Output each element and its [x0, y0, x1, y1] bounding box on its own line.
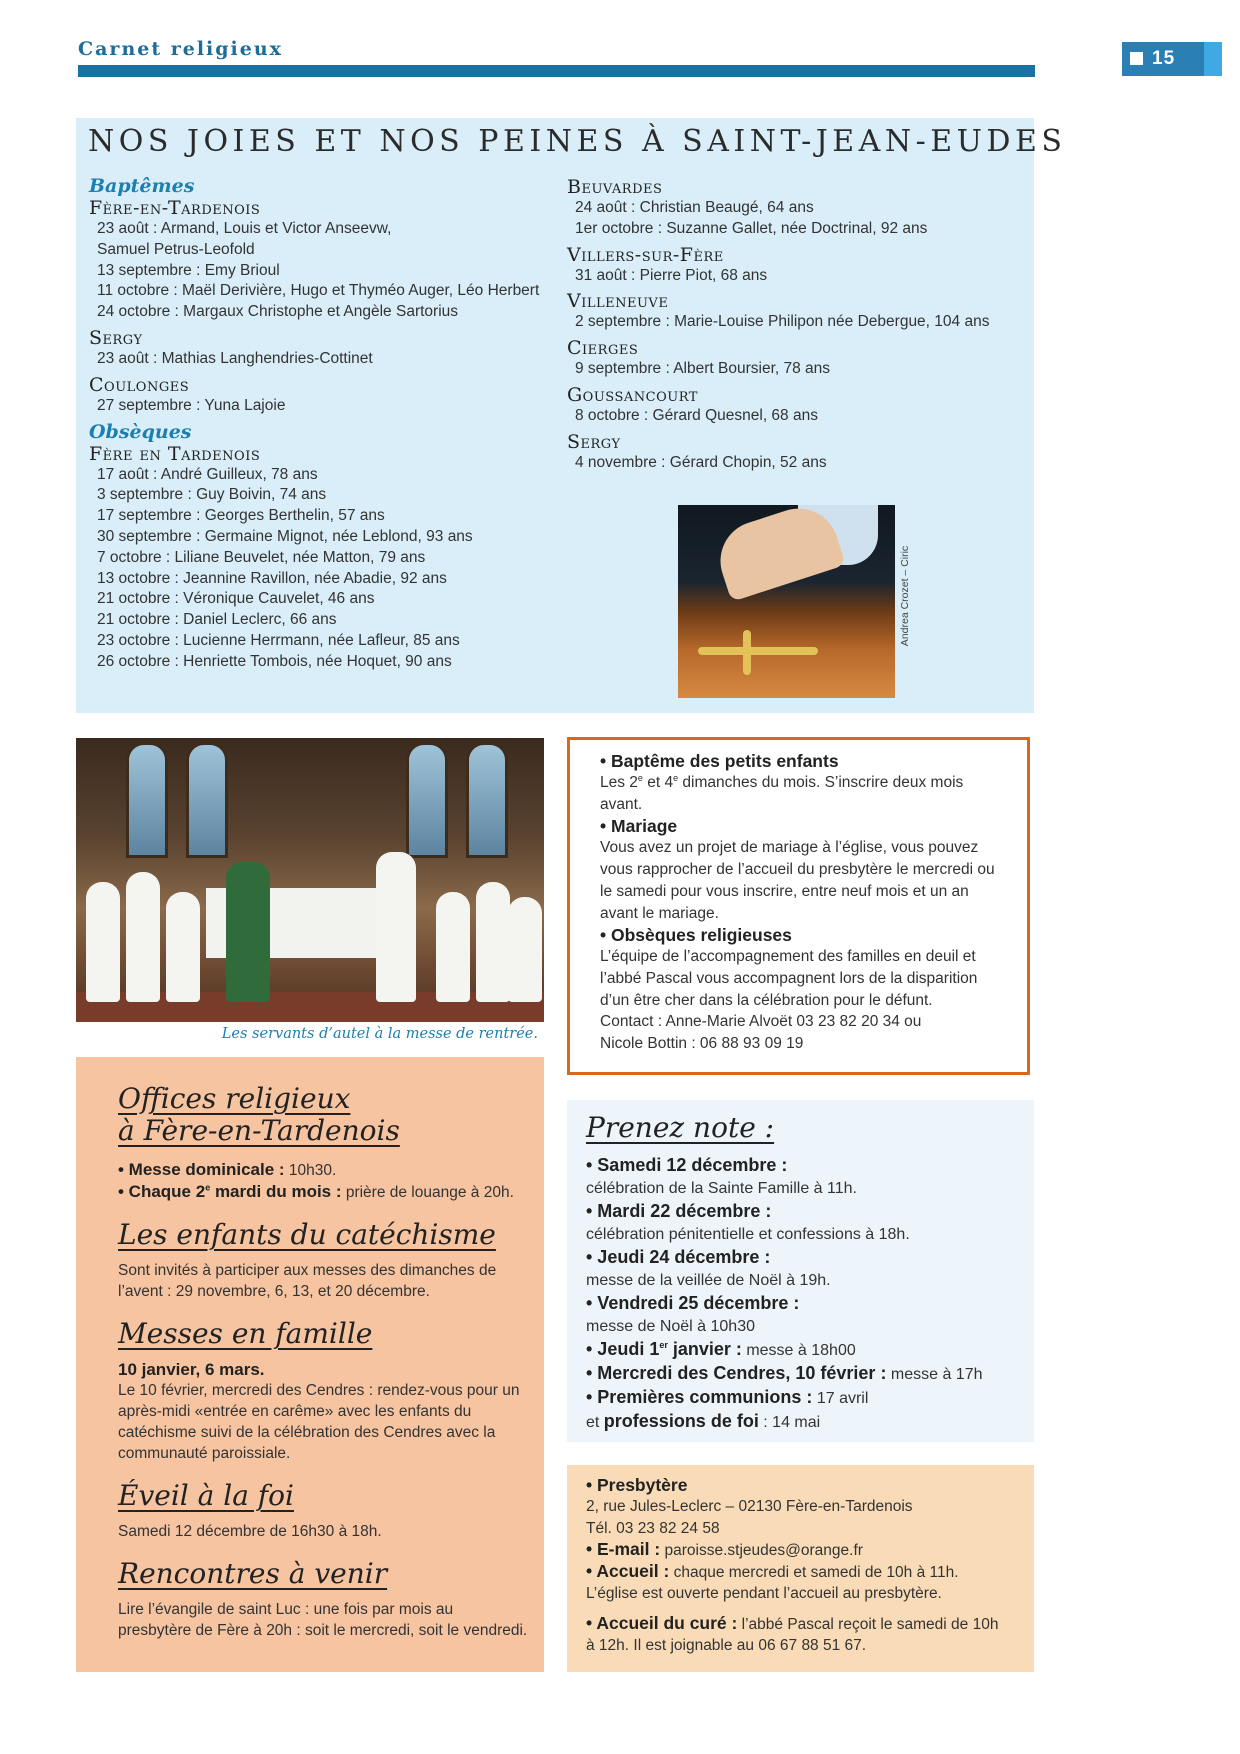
header-rule: [78, 65, 1035, 77]
eveil-text: Samedi 12 décembre de 16h30 à 18h.: [118, 1523, 382, 1540]
town-name: Sergy: [567, 430, 621, 453]
obseques-group: [567, 244, 1027, 287]
note-item-title: • Vendredi 25 décembre :: [586, 1293, 800, 1313]
note-communions-title: • Premières communions :: [586, 1387, 813, 1407]
town-name: Beuvardes: [567, 176, 663, 198]
entry: 13 septembre : Emy Brioul: [97, 261, 280, 279]
info-text-obseques: L’équipe de l’accompagnement des familles en deuil et l’abbé Pascal vous accompagnent lors de la disparition d’un être cher dans la célébration pour le défunt.: [600, 948, 978, 1009]
bapteme-group: [89, 374, 559, 417]
prenez-note-content: [586, 1112, 1026, 1434]
rencontres-section: [118, 1558, 528, 1641]
obseques-group: [567, 384, 1027, 427]
note-item-title: • Mardi 22 décembre :: [586, 1201, 772, 1221]
entry: 13 octobre : Jeannine Ravillon, née Abadie, 92 ans: [97, 569, 447, 587]
page-tab: [1204, 42, 1222, 76]
photo-credit: [898, 500, 914, 698]
bapteme-group: [89, 197, 559, 323]
accueil-label: • Accueil :: [586, 1561, 670, 1582]
entry: 2 septembre : Marie-Louise Philipon née Debergue, 104 ans: [575, 313, 990, 331]
presbytere-address: 2, rue Jules-Leclerc – 02130 Fère-en-Tardenois: [586, 1498, 913, 1516]
entry: 8 octobre : Gérard Quesnel, 68 ans: [575, 406, 818, 424]
note-communions-text: 17 avril: [816, 1390, 869, 1407]
email-value[interactable]: paroisse.stjeudes@orange.fr: [664, 1541, 863, 1559]
note-cendres-text: messe à 17h: [890, 1366, 983, 1383]
note-jeudi-text: messe à 18h00: [746, 1342, 856, 1359]
note-jeudi-title: • Jeudi 1er janvier :: [586, 1339, 742, 1359]
entry: 3 septembre : Guy Boivin, 74 ans: [97, 486, 327, 504]
famille-section: [118, 1318, 528, 1464]
note-professions-text: : 14 mai: [763, 1414, 821, 1431]
entry: 21 octobre : Véronique Cauvelet, 46 ans: [97, 590, 375, 608]
photo-credit-text: Andrea Crozet – Ciric: [899, 545, 911, 647]
contact-line-1: Contact : Anne-Marie Alvoët 03 23 82 20 34 ou: [600, 1013, 922, 1031]
rencontres-text: Lire l’évangile de saint Luc : une fois par mois au presbytère de Fère à 20h : soit le mercredi, soit le vendredi.: [118, 1601, 528, 1639]
entry: 23 octobre : Lucienne Herrmann, née Lafleur, 85 ans: [97, 631, 460, 649]
town-name: Sergy: [89, 326, 143, 349]
joies-left-column: [89, 175, 559, 677]
presbytere-title: • Presbytère: [586, 1475, 688, 1495]
presbytere-cure: [586, 1613, 1026, 1635]
obseques-group: [567, 176, 1027, 240]
note-jeudi: [586, 1338, 1026, 1362]
section-title: Carnet religieux: [78, 38, 284, 60]
eveil-heading: Éveil à la foi: [118, 1479, 294, 1512]
bapteme-group: [89, 327, 559, 370]
famille-dates: 10 janvier, 6 mars.: [118, 1360, 265, 1379]
entry: 17 août : André Guilleux, 78 ans: [97, 465, 318, 483]
info-title-obseques: • Obsèques religieuses: [600, 925, 792, 946]
obseques-group: [567, 431, 1027, 474]
funeral-photo: [678, 505, 895, 698]
note-professions-pre: et: [586, 1414, 600, 1431]
entry: 17 septembre : Georges Berthelin, 57 ans: [97, 507, 385, 525]
note-item-text: célébration de la Sainte Famille à 11h.: [586, 1180, 857, 1197]
entry: 24 août : Christian Beaugé, 64 ans: [575, 199, 814, 216]
entry: 26 octobre : Henriette Tombois, née Hoquet, 90 ans: [97, 652, 452, 670]
entry: 24 octobre : Margaux Christophe et Angèle Sartorius: [97, 303, 459, 321]
note-cendres-title: • Mercredi des Cendres, 10 février :: [586, 1363, 887, 1383]
info-title-bapteme: • Baptême des petits enfants: [600, 751, 839, 771]
entry: 23 août : Armand, Louis et Victor Anseevw,: [97, 220, 392, 237]
cure-value: l’abbé Pascal reçoit le samedi de 10h: [741, 1615, 999, 1633]
town-name: Goussancourt: [567, 383, 698, 406]
baptemes-heading: Baptêmes: [89, 175, 195, 197]
messe-dominicale: [118, 1159, 528, 1181]
entry: 30 septembre : Germaine Mignot, née Leblond, 93 ans: [97, 527, 473, 545]
page-number-badge: [1122, 42, 1204, 76]
note-communions: [586, 1386, 1026, 1410]
joies-title: NOS JOIES ET NOS PEINES À SAINT-JEAN-EUDES: [88, 124, 1067, 159]
entry: 1er octobre : Suzanne Gallet, née Doctrinal, 92 ans: [575, 219, 928, 237]
offices-content: [118, 1083, 528, 1657]
town-name: Cierges: [567, 337, 639, 360]
town-name: Coulonges: [89, 373, 190, 396]
messe-label: • Messe dominicale :: [118, 1160, 285, 1179]
obseques-heading: Obsèques: [89, 420, 192, 443]
entry: 27 septembre : Yuna Lajoie: [97, 396, 286, 414]
note-item-text: célébration pénitentielle et confessions à 18h.: [586, 1226, 910, 1243]
joies-right-column: [567, 176, 1027, 478]
entry: Samuel Petrus-Leofold: [97, 240, 255, 258]
presbytere-phone: Tél. 03 23 82 24 58: [586, 1519, 720, 1537]
chaque-label: • Chaque 2e mardi du mois :: [118, 1182, 342, 1201]
famille-heading: Messes en famille: [118, 1317, 373, 1350]
messe-value: 10h30.: [288, 1162, 337, 1179]
info-title-mariage: • Mariage: [600, 816, 678, 837]
page-number: 15: [1152, 48, 1176, 69]
entry: 21 octobre : Daniel Leclerc, 66 ans: [97, 611, 337, 629]
catechisme-text: Sont invités à participer aux messes des dimanches de l’avent : 29 novembre, 6, 13, et 20 décembre.: [118, 1262, 497, 1300]
catechisme-section: [118, 1219, 528, 1302]
info-text-bapteme: Les 2e et 4e dimanches du mois. S’inscrire deux mois avant.: [600, 772, 964, 813]
accueil-value: chaque mercredi et samedi de 10h à 11h.: [673, 1564, 959, 1582]
email-label: • E-mail :: [586, 1538, 661, 1559]
note-professions: [586, 1410, 1026, 1434]
note-professions-title: professions de foi: [603, 1411, 759, 1431]
entry: 7 octobre : Liliane Beuvelet, née Matton, 79 ans: [97, 548, 426, 566]
accueil-note: L’église est ouverte pendant l’accueil au presbytère.: [586, 1585, 942, 1603]
entry: 11 octobre : Maël Derivière, Hugo et Thyméo Auger, Léo Herbert: [97, 282, 540, 300]
catechisme-heading: Les enfants du catéchisme: [118, 1218, 496, 1251]
cure-value-2: à 12h. Il est joignable au 06 67 88 51 67.: [586, 1637, 867, 1655]
sacraments-info-box: [567, 737, 1030, 1075]
entry: 9 septembre : Albert Boursier, 78 ans: [575, 360, 831, 378]
presbytere-content: [586, 1475, 1026, 1656]
note-cendres: [586, 1362, 1026, 1386]
cure-label: • Accueil du curé :: [586, 1612, 738, 1633]
offices-heading-1: Offices religieux: [118, 1082, 351, 1115]
chaque-value: prière de louange à 20h.: [345, 1184, 514, 1201]
offices-heading-2: à Fère-en-Tardenois: [118, 1114, 400, 1147]
town-name: Fère en Tardenois: [89, 442, 261, 465]
note-item-text: messe de Noël à 10h30: [586, 1318, 755, 1335]
town-name: Villers-sur-Fère: [567, 243, 724, 266]
entry: 23 août : Mathias Langhendries-Cottinet: [97, 349, 373, 367]
rencontres-heading: Rencontres à venir: [118, 1557, 388, 1590]
obseques-group: [89, 443, 559, 673]
contact-line-2: Nicole Bottin : 06 88 93 09 19: [600, 1035, 804, 1053]
offices-section: [118, 1083, 528, 1203]
note-item-title: • Samedi 12 décembre :: [586, 1155, 788, 1175]
church-photo-caption: Les servants d’autel à la messe de rentrée.: [221, 1026, 538, 1042]
eveil-section: [118, 1480, 528, 1542]
presbytere-accueil: [586, 1561, 1026, 1583]
info-text-mariage: Vous avez un projet de mariage à l’église, vous pouvez vous rapprocher de l’accueil du presbytère le mercredi ou le samedi pour vous inscrire, entre neuf mois et un an avant le mariage.: [600, 839, 995, 922]
prenez-note-heading: Prenez note :: [586, 1111, 775, 1144]
chaque-mardi: [118, 1181, 528, 1203]
entry: 4 novembre : Gérard Chopin, 52 ans: [575, 453, 827, 471]
entry: 31 août : Pierre Piot, 68 ans: [575, 266, 768, 284]
note-item-title: • Jeudi 24 décembre :: [586, 1247, 771, 1267]
town-name: Fère-en-Tardenois: [89, 197, 261, 219]
church-photo: [76, 738, 544, 1022]
famille-text: Le 10 février, mercredi des Cendres : rendez-vous pour un après-midi «entrée en carême» avec les enfants du catéchisme suivi de la célébration des Cendres avec la communauté paroissiale.: [118, 1382, 520, 1462]
presbytere-email: [586, 1539, 1026, 1561]
note-item-text: messe de la veillée de Noël à 19h.: [586, 1272, 831, 1289]
town-name: Villeneuve: [567, 290, 669, 313]
obseques-group: [567, 290, 1027, 333]
obseques-group: [567, 337, 1027, 380]
square-icon: [1130, 52, 1143, 65]
